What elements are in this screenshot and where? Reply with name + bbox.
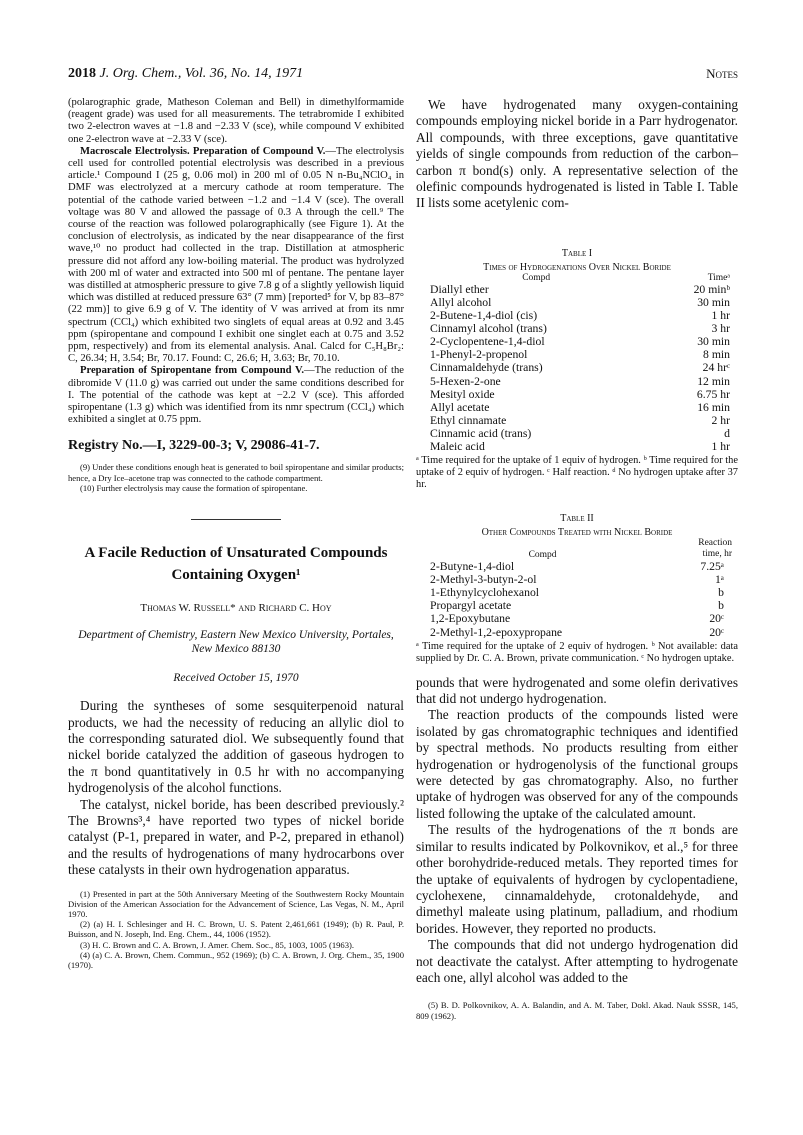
- table-2-label: Table II: [560, 513, 594, 525]
- table-1-row: [416, 322, 738, 335]
- table-2-row: [416, 599, 738, 612]
- table-1-compound: 5-Hexen-2-one: [430, 374, 501, 388]
- table-1-row: [416, 296, 738, 309]
- table-2-row: [416, 612, 738, 625]
- table-2-value: b: [718, 586, 724, 600]
- table-2-compound: 2-Butyne-1,4-diol: [430, 560, 515, 574]
- left-column: [68, 97, 404, 970]
- table-1-row: [416, 309, 738, 322]
- text-macroscale: —The electrolysis cell used for controlled potential electrolysis was described in a previous article.¹ Compound I (25 g, 0.06 mol) in 200 ml of 0.05 N n-Bu₄NClO₄ in DMF was electrolyzed at a mercury cathode at room temperature. The potential of the cathode varied between −1.2 and −1.4 V (sce). The overall voltage was 80 V and allowed the passage of 0.3 A through the cell.⁹ The course of the reaction was followed polarographically (see Figure 1). At the conclusion of electrolysis, as indicated by the near disappearance of the first wave,¹⁰ no product had collected in the trap. Distillation at atmospheric pressure did not afford any low-boiling material. The product was hydrolyzed with 200 ml of water and extracted into 500 ml of pentane. The pentane layer was distilled at atmospheric pressure to give 7.8 g of a slightly yellowish liquid which was distilled at reduced pressure 63° (7 mm) [reported⁵ for V, bp 83–87° (22 mm)] to give 6.9 g of V. The identity of V was arrived at from its nmr spectrum (CCl₄) which exhibited two singlets of equal areas at 0.92 and 3.45 ppm (spiropentane and compound I exhibit one singlet each at 0.75 and 3.52 ppm, respectively) and from its elemental analysis. Anal. Calcd for C₅H₈Br₂: C, 26.34; H, 3.54; Br, 70.17. Found: C, 26.6; H, 3.63; Br, 70.10.: [68, 145, 405, 365]
- body-paragraph-1: During the syntheses of some sesquiterpenoid natural products, we had the necessity of reducing an allylic diol to the corresponding saturated diol. We subsequently found that nickel boride catalyzed the addition of gaseous hydrogen to the π bond quantitatively in 0.5 hr with no accompanying hydrogenolysis of the alcohol functions.: [68, 698, 404, 796]
- table-1-grid: [416, 273, 738, 453]
- article-title: A Facile Reduction of Unsaturated Compounds Containing Oxygen¹: [84, 545, 388, 584]
- paragraph-macroscale: [68, 146, 404, 366]
- table-2-value: 20ᶜ: [709, 612, 724, 626]
- right-body-1: pounds that were hydrogenated and some olefin derivatives that did not undergo hydrogenation.: [416, 674, 738, 707]
- table-2-compound: 2-Methyl-3-butyn-2-ol: [430, 573, 537, 587]
- table-1-compound: Ethyl cinnamate: [430, 413, 507, 427]
- footnote-10: (10) Further electrolysis may cause the formation of spiropentane.: [80, 482, 308, 493]
- table-1-row: [416, 361, 738, 374]
- journal-citation: J. Org. Chem., Vol. 36, No. 14, 1971: [99, 66, 304, 81]
- section-divider: [191, 519, 281, 520]
- table-1-title: Times of Hydrogenations Over Nickel Boride: [483, 261, 671, 273]
- table-2-row: [416, 586, 738, 599]
- table-1-row: [416, 388, 738, 401]
- table-1-row: [416, 440, 738, 453]
- table-2-row: [416, 560, 738, 573]
- table-1-value: 16 min: [697, 400, 730, 414]
- footnotes: [68, 889, 404, 971]
- table-1-compound: Cinnamaldehyde (trans): [430, 361, 543, 375]
- table-2-col-time: [669, 538, 738, 560]
- table-2-note: ᵃ Time required for the uptake of 2 equiv of hydrogen. ᵇ Not available: data supplied by Dr. C. A. Brown, private communication. ᶜ No hydrogen uptake.: [416, 640, 738, 664]
- right-body-3: The results of the hydrogenations of the π bonds are similar to results indicated by Polkovnikov, et al.,⁵ for three other borohydride-reduced metals. They reported times for the uptake of equivalents of hydrogen by cyclopentadiene, cyclohexene, cinnamaldehyde, crotonaldehyde, and dimethyl maleate using platinum, palladium, and rhodium borides. However, they reported no products.: [416, 822, 738, 936]
- table-1-compound: Diallyl ether: [430, 282, 489, 296]
- page-header: [68, 66, 738, 86]
- text-spiropentane: —The reduction of the dibromide V (11.0 g) was carried out under the same conditions described for I. The potential of the cathode was kept at −2.2 V (sce). This afforded spiropentane (1.3 g) which was identified from its nmr spectrum (CCl₄) which exhibited a singlet at 0.75 ppm.: [68, 365, 404, 426]
- paragraph-spiropentane: [68, 365, 404, 426]
- footnote-5: (5) B. D. Polkovnikov, A. A. Balandin, and A. M. Taber, Dokl. Akad. Nauk SSSR, 145, 809 (1962).: [416, 1000, 738, 1021]
- table-1-row: [416, 414, 738, 427]
- footnote-2: (2) (a) H. I. Schlesinger and H. C. Brown, U. S. Patent 2,461,661 (1949); (b) R. Paul, P. Buisson, and N. Joseph, Ind. Eng. Chem., 44, 1006 (1952).: [68, 919, 404, 940]
- table-1: [416, 248, 738, 491]
- table-2-row: [416, 626, 738, 639]
- footnote-1: (1) Presented in part at the 50th Anniversary Meeting of the Southwestern Rocky Mountain Division of the American Association for the Advancement of Science, Las Vegas, N. M., April 1970.: [68, 888, 404, 919]
- article-authors: Thomas W. Russell* and Richard C. Hoy: [140, 602, 332, 615]
- table-1-compound: 2-Butene-1,4-diol (cis): [430, 309, 538, 323]
- table-2-compound: Propargyl acetate: [430, 599, 512, 613]
- table-1-value: 2 hr: [711, 413, 730, 427]
- table-1-row: [416, 375, 738, 388]
- table-1-compound: Cinnamic acid (trans): [430, 426, 532, 440]
- table-1-value: 30 min: [697, 335, 730, 349]
- table-1-row: [416, 427, 738, 440]
- table-1-value: 20 minᵇ: [693, 282, 730, 296]
- table-2-title: Other Compounds Treated with Nickel Boride: [481, 527, 673, 539]
- table-1-col-time: Timeᵃ: [707, 272, 730, 283]
- heading-macroscale: Macroscale Electrolysis. Preparation of Compound V.: [80, 145, 326, 157]
- right-body-4: The compounds that did not undergo hydrogenation did not deactivate the catalyst. After attempting to hydrogenate each one, allyl alcohol was added to the: [416, 937, 738, 985]
- page-number: 2018: [68, 66, 96, 81]
- right-body-2: The reaction products of the compounds listed were isolated by gas chromatographic techniques and identified by spectral methods. No products resulting from either hydrogenation or hydrogenolysis of the functional groups were detected by gas chromatography. Also, no further uptake of hydrogen was observed for any of the compounds listed following the uptake of the calculated amount.: [416, 707, 738, 821]
- header-left: [68, 66, 303, 82]
- table-1-compound: Maleic acid: [430, 439, 485, 453]
- table-1-row: [416, 283, 738, 296]
- table-1-compound: Allyl acetate: [430, 400, 490, 414]
- table-2-value: 7.25ᵃ: [700, 560, 724, 574]
- table-2-value: 20ᶜ: [709, 625, 724, 639]
- footnote-9: (9) Under these conditions enough heat is generated to boil spiropentane and similar products; hence, a Dry Ice–acetone trap was connected to the cathode compartment.: [68, 462, 404, 483]
- right-intro: We have hydrogenated many oxygen-containing compounds employing nickel boride in a Parr hydrogenator. All compounds, with three exceptions, gave quantitative yields of single compounds from reduction of the carbon–carbon π bond(s) only. A representative selection of the olefinic compounds hydrogenated is listed in Table I. Table II lists some acetylenic com-: [416, 97, 738, 211]
- table-1-col-compd: Compd: [522, 272, 551, 283]
- table-1-value: 8 min: [703, 348, 730, 362]
- table-1-value: 1 hr: [711, 439, 730, 453]
- table-2-compound: 2-Methyl-1,2-epoxypropane: [430, 625, 563, 639]
- footnote-3: (3) H. C. Brown and C. A. Brown, J. Amer. Chem. Soc., 85, 1003, 1005 (1963).: [80, 939, 355, 950]
- table-2-grid: [416, 538, 738, 639]
- table-1-compound: 2-Cyclopentene-1,4-diol: [430, 335, 545, 349]
- body-paragraph-2: The catalyst, nickel boride, has been described previously.² The Browns³,⁴ have reported two types of nickel boride catalyst (P-1, prepared in water, and P-2, prepared in ethanol) and the results of hydrogenations of many hydrocarbons over these catalysts in their own hydrogenation apparatus.: [68, 796, 404, 878]
- section-name: Notes: [706, 66, 738, 81]
- table-1-compound: 1-Phenyl-2-propenol: [430, 348, 528, 362]
- heading-spiropentane: Preparation of Spiropentane from Compound V.: [80, 365, 304, 377]
- affiliation: Department of Chemistry, Eastern New Mexico University, Portales, New Mexico 88130: [78, 629, 394, 656]
- table-1-compound: Mesityl oxide: [430, 387, 495, 401]
- table-1-row: [416, 335, 738, 348]
- table-1-note: ᵃ Time required for the uptake of 1 equiv of hydrogen. ᵇ Time required for the uptake of 2 equiv of hydrogen. ᶜ Half reaction. ᵈ No hydrogen uptake after 37 hr.: [416, 455, 738, 491]
- table-1-row: [416, 348, 738, 361]
- right-column: [416, 97, 738, 1021]
- table-1-value: 24 hrᶜ: [702, 361, 730, 375]
- table-1-value: d: [724, 426, 730, 440]
- table-1-value: 30 min: [697, 295, 730, 309]
- received-date: Received October 15, 1970: [173, 672, 299, 685]
- table-2-col-compd: Compd: [528, 550, 557, 561]
- table-1-value: 1 hr: [711, 309, 730, 323]
- table-1-value: 3 hr: [711, 322, 730, 336]
- table-1-compound: Cinnamyl alcohol (trans): [430, 322, 547, 336]
- table-2-row: [416, 573, 738, 586]
- table-1-row: [416, 401, 738, 414]
- registry-numbers: Registry No.—I, 3229-00-3; V, 29086-41-7.: [68, 438, 320, 454]
- table-1-value: 6.75 hr: [696, 387, 730, 401]
- table-1-value: 12 min: [697, 374, 730, 388]
- table-1-label: Table I: [561, 247, 593, 259]
- table-2-value: 1ᵃ: [714, 573, 724, 587]
- table-2-col-time-line2: time, hr: [702, 549, 732, 560]
- paragraph-continuation: (polarographic grade, Matheson Coleman and Bell) in dimethylformamide (reagent grade) was used for all measurements. The tetrabromide I exhibited two 2-electron waves at −1.8 and −2.33 V (sce), while compound V exhibited one 2-electron wave at −2.33 V (sce).: [68, 97, 404, 145]
- table-1-compound: Allyl alcohol: [430, 295, 492, 309]
- table-2-compound: 1,2-Epoxybutane: [430, 612, 511, 626]
- table-2-compound: 1-Ethynylcyclohexanol: [430, 586, 540, 600]
- table-2: [416, 513, 738, 665]
- table-2-value: b: [718, 599, 724, 613]
- footnote-4: (4) (a) C. A. Brown, Chem. Commun., 952 (1969); (b) C. A. Brown, J. Org. Chem., 35, 1900 (1970).: [68, 949, 404, 970]
- table-2-col-time-line1: Reaction: [698, 538, 732, 549]
